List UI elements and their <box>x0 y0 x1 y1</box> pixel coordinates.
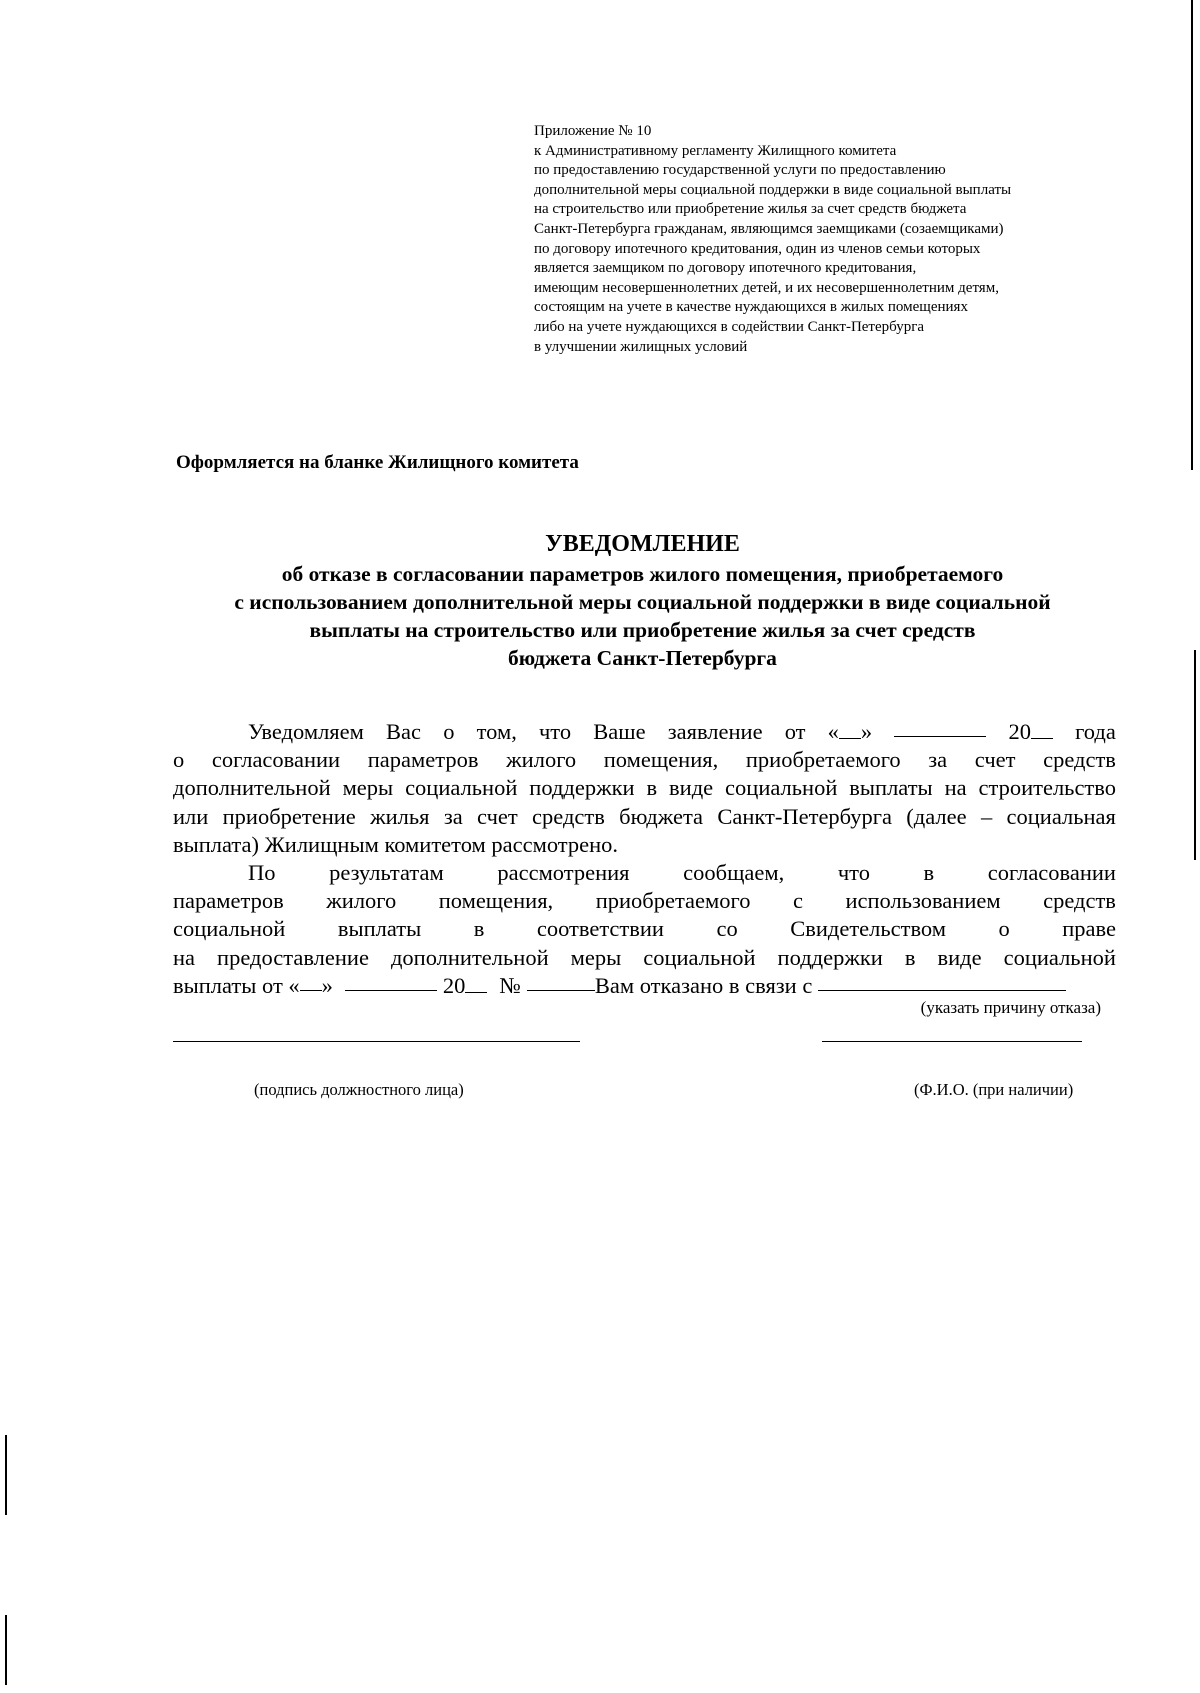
certificate-date-label: выплаты от « <box>173 972 300 998</box>
word: на <box>173 944 196 970</box>
word: Вас <box>386 719 422 744</box>
word: заявление <box>667 719 763 744</box>
word: предоставление <box>217 944 369 970</box>
word: в <box>923 860 935 886</box>
paragraph-2-line <box>173 944 1116 972</box>
word: что <box>538 719 572 744</box>
refusal-phrase: Вам отказано в связи с <box>594 972 813 998</box>
word: Уведомляем <box>248 719 364 744</box>
subtitle-line: бюджета Санкт-Петербурга <box>508 646 777 670</box>
word: рассмотрения <box>497 860 630 886</box>
appendix-line: имеющим несовершеннолетних детей, и их несовершеннолетним детям, <box>534 279 999 296</box>
certificate-number-field[interactable] <box>527 972 595 991</box>
word: социальная <box>1006 803 1116 829</box>
appendix-line: дополнительной меры социальной поддержки в виде социальной выплаты <box>534 181 1012 198</box>
word: Свидетельством <box>790 916 946 942</box>
certificate-year-field[interactable] <box>443 972 488 1000</box>
word: строительство <box>978 775 1116 801</box>
paragraph-2-line <box>173 915 1116 943</box>
word: средств <box>1043 747 1116 773</box>
appendix-line: Санкт-Петербурга гражданам, являющимся заемщиками (созаемщиками) <box>534 220 1004 237</box>
certificate-month-field[interactable] <box>345 972 437 991</box>
word: что <box>837 860 870 886</box>
word: дополнительной <box>390 944 549 970</box>
word: о <box>443 719 455 744</box>
subtitle-line: с использованием дополнительной меры социальной поддержки в виде социальной <box>234 590 1051 614</box>
scan-edge-mark <box>1191 0 1193 470</box>
paragraph-1-line <box>173 718 1116 746</box>
paragraph-2-line <box>173 859 1116 887</box>
word: параметров <box>173 888 284 914</box>
word: согласовании <box>987 860 1116 886</box>
word: – <box>980 803 993 829</box>
paragraph-1-line <box>173 774 1116 802</box>
word: поддержки <box>529 775 635 801</box>
signature-caption: (подпись должностного лица) <box>254 1080 464 1099</box>
appendix-line: по договору ипотечного кредитования, один из членов семьи которых <box>534 240 981 257</box>
word: помещения, <box>603 747 719 773</box>
appendix-line: Приложение № 10 <box>534 123 652 139</box>
refusal-reason-field[interactable] <box>818 972 1066 991</box>
paragraph-2-line <box>173 972 1116 1000</box>
word: социальной <box>725 775 838 801</box>
quote-open: « <box>827 719 839 744</box>
word: жилья <box>370 803 430 829</box>
word: дополнительной <box>173 775 331 801</box>
quote-close: » <box>321 972 333 998</box>
word: социальной <box>405 775 518 801</box>
full-name-caption: (Ф.И.О. (при наличии) <box>914 1080 1074 1099</box>
word: виде <box>937 944 982 970</box>
word: выплаты <box>337 916 422 942</box>
word: о <box>173 747 185 773</box>
appendix-reference <box>534 122 1134 357</box>
appendix-line: состоящим на учете в качестве нуждающихся в жилых помещениях <box>534 299 968 316</box>
day-blank <box>839 720 861 739</box>
application-month-field[interactable] <box>894 718 986 737</box>
word: счет <box>974 747 1016 773</box>
word: или <box>173 803 209 829</box>
application-day-field[interactable] <box>828 718 873 746</box>
letterhead-note: Оформляется на бланке Жилищного комитета <box>176 452 579 473</box>
appendix-line: на строительство или приобретение жилья за счет средств бюджета <box>534 201 967 218</box>
word: меры <box>342 775 394 801</box>
year-prefix: 20 <box>442 972 466 998</box>
number-sign: № <box>499 972 521 998</box>
scan-edge-mark <box>5 1615 7 1685</box>
word: за <box>443 803 463 829</box>
paragraph-2-line <box>173 887 1116 915</box>
word: средств <box>1043 888 1116 914</box>
full-name-line[interactable] <box>822 1041 1082 1042</box>
word: со <box>716 916 738 942</box>
word: использованием <box>845 888 1001 914</box>
subtitle-line: выплаты на строительство или приобретение жилья за счет средств <box>309 618 976 642</box>
scan-edge-mark <box>5 1435 7 1515</box>
word: том, <box>476 719 517 744</box>
certificate-day-field[interactable] <box>300 972 322 991</box>
year-blank <box>465 974 487 993</box>
application-year-field[interactable] <box>1008 718 1053 746</box>
word: результатам <box>329 860 444 886</box>
word: жилого <box>326 888 397 914</box>
word: согласовании <box>211 747 341 773</box>
word: от <box>784 719 806 744</box>
word: (далее <box>906 803 967 829</box>
word: параметров <box>367 747 479 773</box>
word: соответствии <box>536 916 664 942</box>
word: о <box>998 916 1010 942</box>
signature-line[interactable] <box>173 1041 580 1042</box>
word: приобретаемого <box>595 888 751 914</box>
appendix-line: к Административному регламенту Жилищного комитета <box>534 142 897 159</box>
word: социальной <box>1003 944 1116 970</box>
subtitle-line: об отказе в согласовании параметров жилого помещения, приобретаемого <box>281 562 1004 586</box>
word: приобретение <box>222 803 356 829</box>
word: года <box>1075 719 1116 744</box>
word: счет <box>477 803 518 829</box>
word: в <box>646 775 658 801</box>
sentence: выплата) Жилищным комитетом рассмотрено. <box>173 831 619 857</box>
word: помещения, <box>438 888 554 914</box>
word: средств <box>532 803 605 829</box>
word: сообщаем, <box>683 860 785 886</box>
appendix-line: либо на учете нуждающихся в содействии Санкт-Петербурга <box>534 318 925 335</box>
reason-caption: (указать причину отказа) <box>920 998 1101 1017</box>
word: с <box>792 888 803 914</box>
word: социальной <box>643 944 756 970</box>
year-blank <box>1031 720 1053 739</box>
appendix-line: в улучшении жилищных условий <box>534 338 748 355</box>
word: в <box>904 944 916 970</box>
word: Санкт-Петербурга <box>717 803 892 829</box>
word: на <box>944 775 967 801</box>
appendix-line: является заемщиком по договору ипотечного кредитования, <box>534 260 917 277</box>
paragraph-1-line <box>173 803 1116 831</box>
word: Ваше <box>593 719 646 744</box>
word: По <box>248 860 276 886</box>
word: меры <box>570 944 622 970</box>
title-subtitle <box>170 560 1115 672</box>
paragraph-1-line <box>173 746 1116 774</box>
paragraph-1-line <box>173 831 1116 859</box>
quote-close: » <box>860 719 873 744</box>
word: за <box>928 747 948 773</box>
word: выплаты <box>849 775 933 801</box>
scan-edge-mark <box>1194 650 1196 860</box>
word: виде <box>669 775 714 801</box>
appendix-line: по предоставлению государственной услуги по предоставлению <box>534 162 946 179</box>
word: в <box>473 916 485 942</box>
document-title <box>170 528 1115 672</box>
word: праве <box>1062 916 1116 942</box>
word: социальной <box>173 916 286 942</box>
word: бюджета <box>619 803 704 829</box>
word: поддержки <box>777 944 883 970</box>
word: жилого <box>506 747 577 773</box>
word: приобретаемого <box>745 747 901 773</box>
title-main: УВЕДОМЛЕНИЕ <box>545 531 740 557</box>
notification-body <box>173 718 1116 1000</box>
year-prefix: 20 <box>1008 719 1031 744</box>
